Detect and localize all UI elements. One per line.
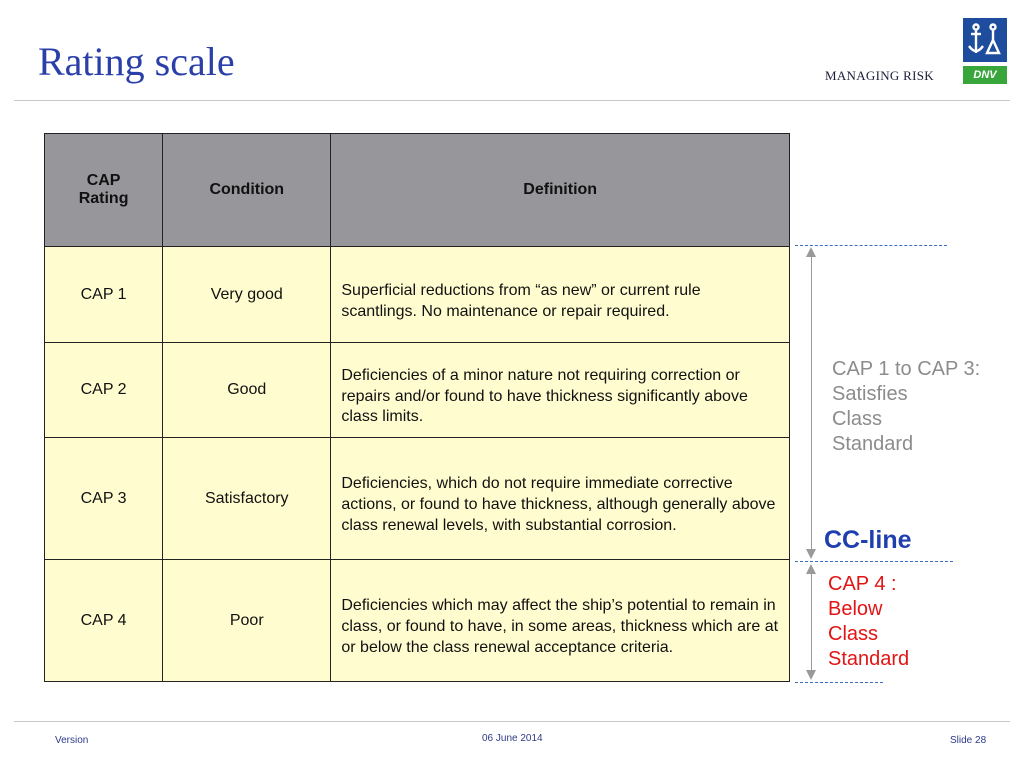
cell-condition: Very good [163,247,331,343]
note-line: Standard [828,648,910,670]
cell-definition: Superficial reductions from “as new” or current rule scantlings. No maintenance or repair required. [331,247,790,343]
cell-rating: CAP 1 [45,247,163,343]
cell-condition: Poor [163,560,331,682]
arrow-down-icon [806,549,816,559]
below-range-arrow [811,573,812,671]
note-line: Class [832,408,883,430]
top-divider [14,100,1010,101]
rating-table [44,133,790,682]
arrow-down-icon [806,670,816,680]
header-cap-rating: CAP Rating [45,134,163,247]
cell-rating: CAP 4 [45,560,163,682]
dnv-logo [963,18,1007,84]
note-line: Standard [832,433,914,455]
cap4-bottom-dashed-line [795,682,883,683]
header-condition: Condition [163,134,331,247]
table-row [45,560,790,682]
arrow-up-icon [806,247,816,257]
slide-title: Rating scale [38,39,235,84]
note-line: Below [828,598,883,620]
bottom-divider [14,721,1010,722]
satisfies-class-note [832,357,980,457]
table-row [45,247,790,343]
below-class-note [828,572,909,672]
note-line: CAP 4 : [828,573,897,595]
table-header-row [45,134,790,247]
cell-definition: Deficiencies of a minor nature not requiring correction or repairs and/or found to have thickness significantly above class limits. [331,343,790,438]
note-line: Class [828,623,879,645]
logo-wordmark: DNV [963,66,1007,84]
cap1-top-dashed-line [795,245,947,246]
note-line: Satisfies [832,383,908,405]
note-line: CAP 1 to CAP 3: [832,358,981,380]
header-definition: Definition [331,134,790,247]
footer-slide-number: Slide 28 [950,735,987,746]
table-row [45,438,790,560]
anchor-logo-icon [963,18,1007,62]
cc-line-label: CC-line [824,526,912,554]
footer-date: 06 June 2014 [482,733,543,744]
tagline: MANAGING RISK [825,68,934,83]
satisfies-range-arrow [811,255,812,550]
cell-definition: Deficiencies, which do not require immediate corrective actions, or found to have thickness, although generally above class renewal levels, with substantial corrosion. [331,438,790,560]
cell-rating: CAP 2 [45,343,163,438]
cell-condition: Good [163,343,331,438]
cell-rating: CAP 3 [45,438,163,560]
table-row [45,343,790,438]
footer-version: Version [55,735,89,746]
cell-definition: Deficiencies which may affect the ship’s potential to remain in class, or found to have, in some areas, thickness which are at or below the class renewal acceptance criteria. [331,560,790,682]
cell-condition: Satisfactory [163,438,331,560]
cc-line-dashed-line [795,561,953,562]
arrow-up-icon [806,564,816,574]
